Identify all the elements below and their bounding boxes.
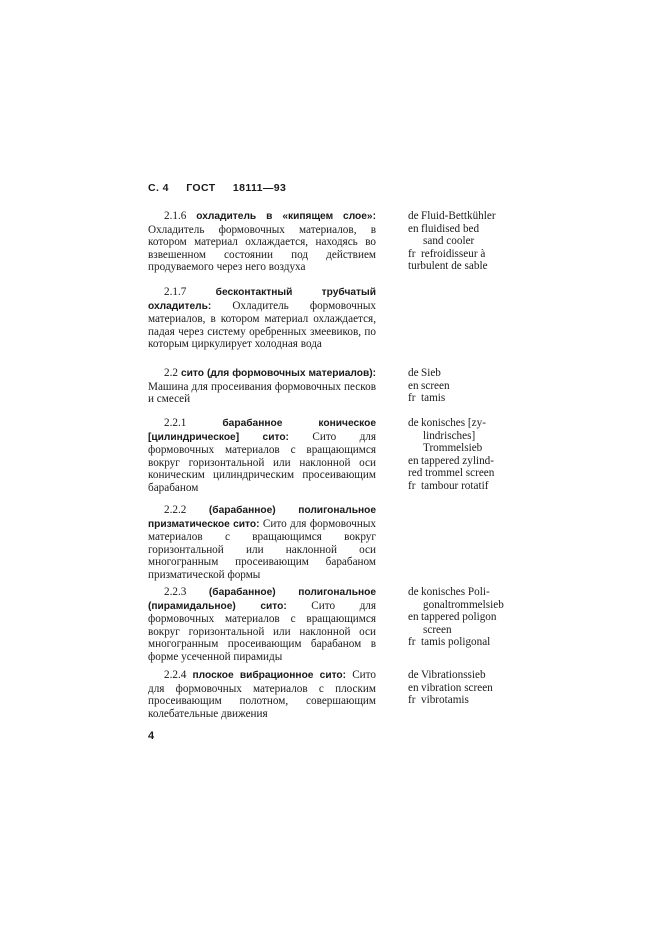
equivalent-en-cont: sand cooler xyxy=(423,235,475,248)
equivalent-de: de konisches [zy- xyxy=(408,417,486,429)
term-entry xyxy=(148,367,376,406)
page-label: С. 4 xyxy=(148,182,169,194)
term-entry xyxy=(148,586,376,664)
entry-definition: Охладитель формовочных материалов, в котором материал охлаждается, падая через систему оребренных змеевиков, по которым циркулирует холодная вода xyxy=(148,299,376,351)
entry-number: 2.2 xyxy=(164,367,178,379)
entry-number: 2.2.1 xyxy=(164,417,187,429)
equivalent-en: en tappered zylind- xyxy=(408,454,494,467)
foreign-equivalents xyxy=(408,586,528,649)
entry-term: бесконтактный трубчатый охладитель: xyxy=(148,287,376,312)
entry-number: 2.1.6 xyxy=(164,210,187,222)
equivalent-fr-cont: turbulent de sable xyxy=(408,260,488,273)
equivalent-en: en fluidised bed xyxy=(408,222,480,235)
equivalent-en: en vibration screen xyxy=(408,681,493,694)
entry-term: сито (для формовочных материалов): xyxy=(180,368,376,379)
entry-number: 2.2.2 xyxy=(164,504,187,516)
entry-definition: Машина для просеивания формовочных песков и смесей xyxy=(148,380,376,406)
entry-term: плоское вибрационное сито: xyxy=(192,670,347,681)
entry-term: охладитель в «кипящем слое»: xyxy=(196,211,376,222)
entry-term: (барабанное) полигональное (пирамидальное) сито: xyxy=(148,587,377,612)
entry-text xyxy=(148,210,376,274)
equivalent-de-cont: lindrisches] xyxy=(423,429,476,442)
entry-number: 2.2.3 xyxy=(164,586,187,598)
foreign-equivalents xyxy=(408,367,528,405)
entry-text xyxy=(148,504,376,582)
equivalent-de: de Vibrationssieb xyxy=(408,669,486,681)
page-header xyxy=(148,182,300,194)
entry-term: (барабанное) полигональное призматическое сито: xyxy=(148,505,377,530)
equivalent-fr: fr tamis xyxy=(408,392,446,405)
entry-number: 2.2.4 xyxy=(164,669,187,681)
equivalent-de: de Sieb xyxy=(408,367,441,379)
page-number: 4 xyxy=(148,730,155,742)
term-entry xyxy=(148,669,376,720)
entry-definition: Сито для формовочных материалов с плоским просеивающим полотном, совершающим колебательные движения xyxy=(148,669,377,720)
equivalent-fr: fr tambour rotatif xyxy=(408,479,489,492)
equivalent-fr: fr tamis poligonal xyxy=(408,636,491,649)
foreign-equivalents xyxy=(408,669,528,707)
entry-definition: Охладитель формовочных материалов, в котором материал охлаждается, находясь во взвешенном состоянии под действием продуваемого через него воздуха xyxy=(148,223,376,274)
equivalent-fr: fr refroidisseur à xyxy=(408,247,486,260)
foreign-equivalents xyxy=(408,417,528,493)
entry-text xyxy=(148,669,376,720)
equivalent-de: de Fluid-Bettkühler xyxy=(408,210,496,222)
entry-text xyxy=(148,586,376,664)
equivalent-de-cont: gonaltrommelsieb xyxy=(423,598,504,611)
equivalent-fr: fr vibrotamis xyxy=(408,694,469,707)
equivalent-en: en tappered poligon xyxy=(408,611,497,624)
entry-text xyxy=(148,367,376,406)
entry-definition: Сито для формовочных материалов с вращающимся вокруг горизонтальной или наклонной оси коническим цилиндрическим просеивающим барабаном xyxy=(148,430,376,494)
entry-number: 2.1.7 xyxy=(164,286,187,298)
equivalent-en: en screen xyxy=(408,379,450,392)
equivalent-de: de konisches Poli- xyxy=(408,586,490,598)
entry-term: барабанное коническое [цилиндрическое] сито: xyxy=(148,418,377,443)
equivalent-de-cont: Trommelsieb xyxy=(423,442,483,455)
entry-text xyxy=(148,417,376,495)
entry-definition: Сито для формовочных материалов с вращающимся вокруг горизонтальной или наклонной оси многогранным просеивающим барабаном в форме усеченной пирамиды xyxy=(148,599,376,663)
term-entry xyxy=(148,210,376,274)
standard-number: 18111—93 xyxy=(232,182,287,194)
standard-label: ГОСТ xyxy=(186,182,216,194)
foreign-equivalents xyxy=(408,210,528,273)
equivalent-en-cont: red trommel screen xyxy=(408,467,495,480)
entry-text xyxy=(148,286,376,351)
equivalent-en-cont: screen xyxy=(423,623,452,636)
term-entry xyxy=(148,417,376,495)
entry-definition: Сито для формовочных материалов с вращающимся вокруг горизонтальной или наклонной оси многогранным просеивающим барабаном призматической формы xyxy=(148,517,376,581)
term-entry xyxy=(148,286,376,351)
term-entry xyxy=(148,504,376,582)
